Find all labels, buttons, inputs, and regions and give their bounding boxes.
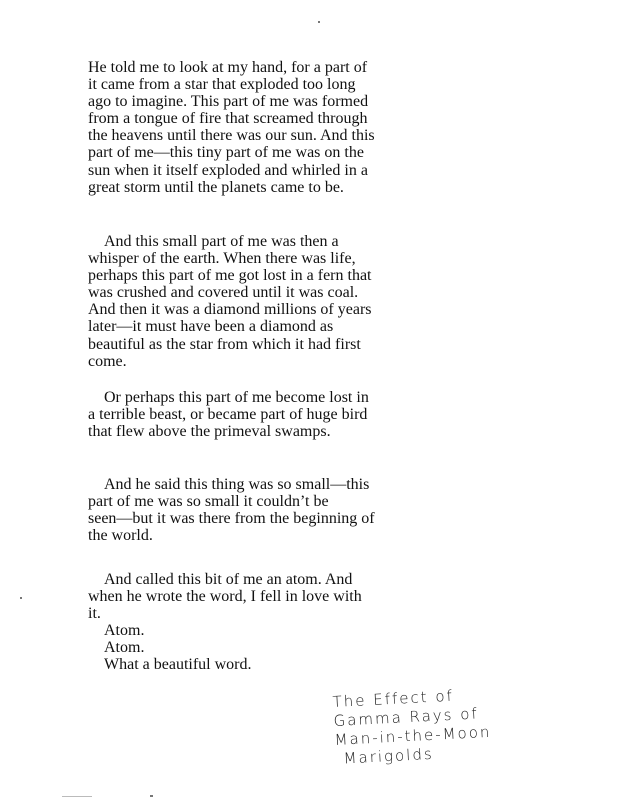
handwritten-title-note (332, 683, 526, 769)
text-line: And then it was a diamond millions of years (88, 301, 372, 319)
paragraph (88, 389, 369, 440)
text-line: from a tongue of fire that screamed through (88, 110, 368, 128)
text-line: seen—but it was there from the beginning of (88, 510, 375, 528)
text-line: great storm until the planets came to be. (88, 178, 344, 196)
text-line: And called this bit of me an atom. And (104, 571, 353, 588)
paragraph (88, 59, 375, 196)
scan-speck (150, 795, 153, 797)
text-line: it came from a star that exploded too long (88, 76, 356, 94)
scan-speck (62, 796, 92, 797)
text-line: later—it must have been a diamond as (88, 318, 334, 336)
text-line: And he said this thing was so small—this (104, 476, 370, 493)
text-line: ago to imagine. This part of me was formed (88, 93, 369, 111)
text-line: beautiful as the star from which it had first (88, 335, 361, 353)
note-line: Man-in-the-Moon (334, 722, 492, 749)
text-line: part of me was so small it couldn’t be (88, 493, 329, 511)
note-line: The Effect of (332, 686, 455, 711)
text-line: perhaps this part of me got lost in a fern that (88, 267, 372, 285)
text-line: Atom. (104, 622, 145, 640)
text-line: a terrible beast, or became part of huge bird (88, 406, 368, 424)
text-line: What a beautiful word. (104, 656, 252, 674)
text-line: the world. (88, 527, 153, 545)
text-line: He told me to look at my hand, for a part of (88, 59, 368, 76)
note-line: Gamma Rays of (333, 704, 480, 730)
text-line: part of me—this tiny part of me was on the (88, 144, 364, 162)
text-line: it. (88, 605, 101, 623)
text-line: whisper of the earth. When there was life, (88, 250, 356, 268)
scan-speck (20, 597, 22, 599)
text-line: Or perhaps this part of me become lost in (104, 389, 369, 406)
text-line: the heavens until there was our sun. And this (88, 127, 375, 145)
text-line: And this small part of me was then a (104, 233, 339, 250)
text-line: sun when it itself exploded and whirled in a (88, 161, 368, 179)
paragraph (88, 476, 375, 544)
scan-speck (318, 21, 320, 23)
text-line: was crushed and covered until it was coal. (88, 284, 359, 302)
paragraph (88, 571, 362, 674)
text-line: that flew above the primeval swamps. (88, 423, 331, 441)
text-line: come. (88, 352, 127, 370)
text-line: when he wrote the word, I fell in love with (88, 588, 362, 606)
text-line: Atom. (104, 639, 145, 657)
note-line: Marigolds (343, 744, 435, 768)
paragraph (88, 233, 372, 370)
